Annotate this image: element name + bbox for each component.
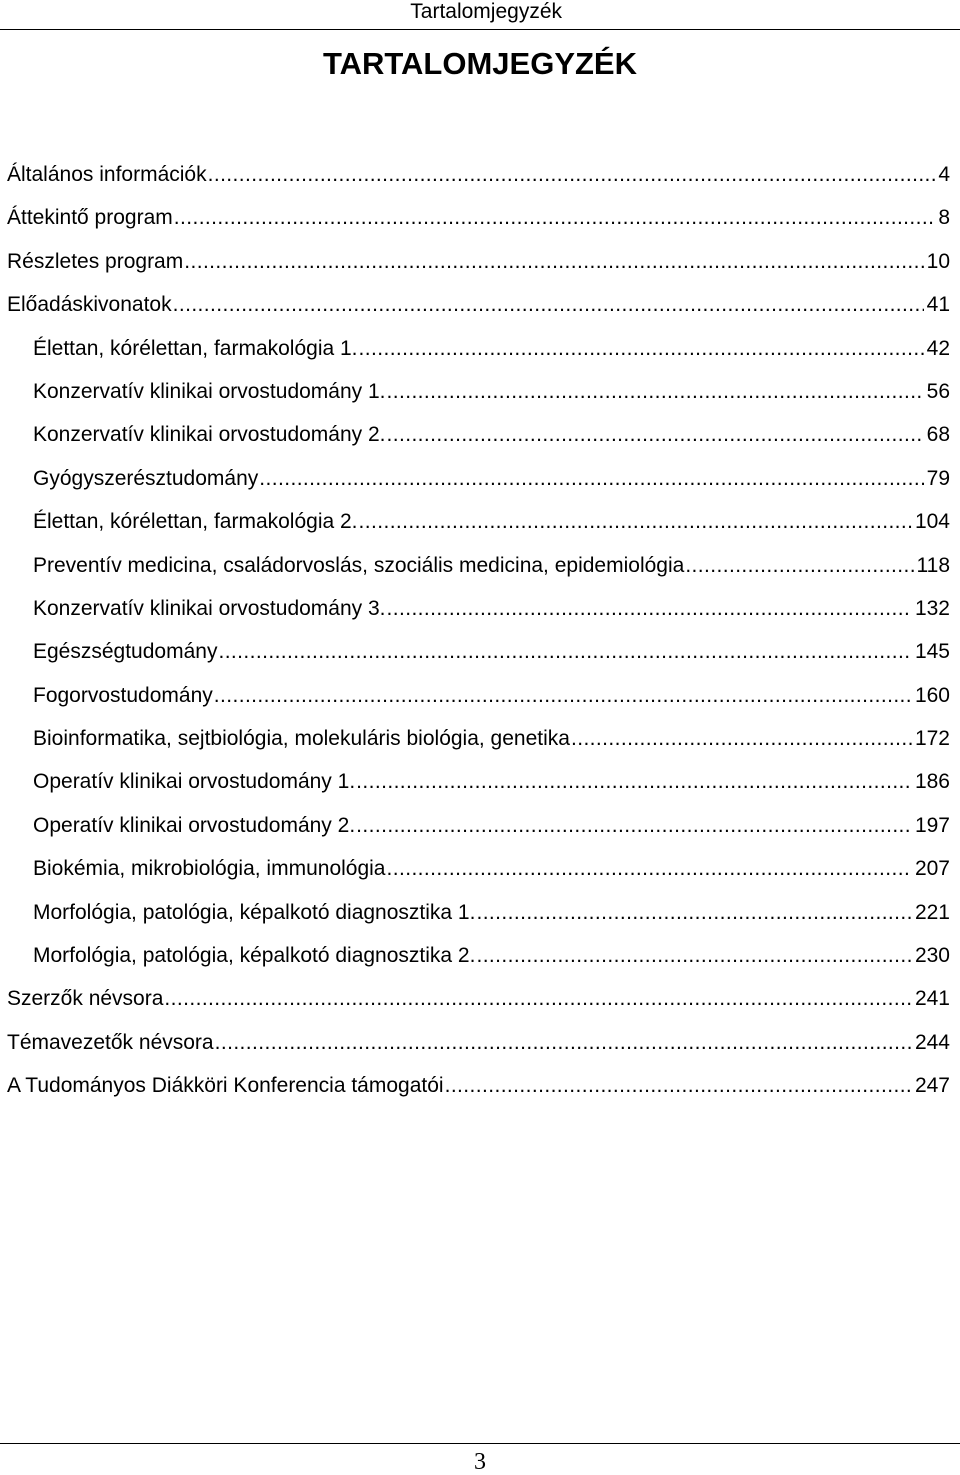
toc-entry[interactable] xyxy=(0,1025,960,1068)
toc-entry[interactable] xyxy=(0,981,960,1024)
toc-dot-leader xyxy=(184,244,923,280)
toc-entry[interactable] xyxy=(0,678,960,721)
toc-entry-page: 79 xyxy=(926,466,950,490)
toc-entry-page: 197 xyxy=(914,813,950,837)
toc-entry-page: 104 xyxy=(914,510,950,534)
toc-entry[interactable] xyxy=(0,938,960,981)
toc-dot-leader xyxy=(259,461,923,497)
toc-dot-leader xyxy=(208,157,936,193)
toc-dot-leader xyxy=(356,764,912,800)
toc-entry-page: 244 xyxy=(914,1030,950,1054)
toc-dot-leader xyxy=(387,374,924,410)
toc-entry-title: Általános információk xyxy=(7,163,207,186)
toc-entry[interactable] xyxy=(0,721,960,764)
toc-dot-leader xyxy=(387,591,912,627)
toc-entry[interactable] xyxy=(0,851,960,894)
toc-entry-page: 132 xyxy=(914,596,950,620)
toc-entry-title: Élettan, kórélettan, farmakológia 2. xyxy=(33,510,358,534)
toc-dot-leader xyxy=(174,200,936,236)
page-number: 3 xyxy=(474,1449,486,1475)
toc-entry[interactable] xyxy=(0,157,960,200)
toc-dot-leader xyxy=(356,808,912,844)
toc-entry-title: Morfológia, patológia, képalkotó diagnosztika 1. xyxy=(33,900,476,924)
toc-dot-leader xyxy=(571,721,912,757)
page-title: TARTALOMJEGYZÉK xyxy=(322,46,637,81)
toc-entry-page: 56 xyxy=(926,379,950,403)
toc-entry-title: A Tudományos Diákköri Konferencia támogatói xyxy=(7,1074,444,1098)
toc-entry[interactable] xyxy=(0,200,960,243)
toc-entry-title: Operatív klinikai orvostudomány 1. xyxy=(33,770,356,794)
toc-entry-page: 41 xyxy=(926,293,950,317)
toc-entry-title: Konzervatív klinikai orvostudomány 1. xyxy=(33,379,386,403)
toc-entry-page: 241 xyxy=(914,987,950,1011)
toc-entry[interactable] xyxy=(0,287,960,330)
toc-entry-page: 42 xyxy=(926,336,950,360)
toc-entry-page: 160 xyxy=(914,683,950,707)
toc-dot-leader xyxy=(445,1068,912,1104)
toc-entry-page: 4 xyxy=(938,163,950,186)
toc-entry-page: 186 xyxy=(914,770,950,794)
toc-dot-leader xyxy=(387,417,924,453)
toc-dot-leader xyxy=(164,981,912,1017)
toc-entry[interactable] xyxy=(0,591,960,634)
toc-dot-leader xyxy=(359,504,912,540)
toc-entry[interactable] xyxy=(0,374,960,417)
toc-entry-title: Élettan, kórélettan, farmakológia 1. xyxy=(33,336,358,360)
toc-entry-page: 118 xyxy=(916,553,950,577)
toc-entry-title: Konzervatív klinikai orvostudomány 3. xyxy=(33,596,386,620)
toc-dot-leader xyxy=(218,634,912,670)
toc-entry-title: Fogorvostudomány xyxy=(33,683,213,707)
toc-entry-title: Gyógyszerésztudomány xyxy=(33,466,259,490)
toc-entry-title: Bioinformatika, sejtbiológia, molekuláris biológia, genetika xyxy=(33,727,570,751)
toc-entry-page: 8 xyxy=(938,206,950,230)
toc-entry-page: 10 xyxy=(926,249,950,273)
toc-entry-page: 230 xyxy=(914,944,950,968)
toc-entry-title: Előadáskivonatok xyxy=(7,293,172,317)
toc-entry-page: 172 xyxy=(914,727,950,751)
toc-entry-title: Részletes program xyxy=(7,249,184,273)
header-divider xyxy=(0,29,960,30)
toc-entry[interactable] xyxy=(0,548,960,591)
toc-entry-title: Operatív klinikai orvostudomány 2. xyxy=(33,813,356,837)
toc-entry-page: 207 xyxy=(914,857,950,881)
toc-entry[interactable] xyxy=(0,764,960,807)
toc-entry[interactable] xyxy=(0,461,960,504)
toc-dot-leader xyxy=(476,895,912,931)
toc-entry-title: Szerzők névsora xyxy=(7,987,164,1011)
toc-entry-page: 247 xyxy=(914,1074,950,1098)
toc-entry-title: Biokémia, mikrobiológia, immunológia xyxy=(33,857,386,881)
toc-entry-page: 221 xyxy=(914,900,950,924)
toc-entry[interactable] xyxy=(0,634,960,677)
toc-entry-title: Morfológia, patológia, képalkotó diagnosztika 2. xyxy=(33,944,476,968)
toc-entry[interactable] xyxy=(0,1068,960,1111)
toc-entry[interactable] xyxy=(0,331,960,374)
toc-entry-title: Konzervatív klinikai orvostudomány 2. xyxy=(33,423,386,447)
toc-entry[interactable] xyxy=(0,808,960,851)
toc-dot-leader xyxy=(173,287,924,323)
toc-entry[interactable] xyxy=(0,417,960,460)
toc-dot-leader xyxy=(215,1025,912,1061)
toc-entry[interactable] xyxy=(0,244,960,287)
footer-divider xyxy=(0,1443,960,1444)
toc-entry[interactable] xyxy=(0,504,960,547)
toc-dot-leader xyxy=(387,851,912,887)
toc-entry-title: Áttekintő program xyxy=(7,206,173,230)
toc-entry-page: 145 xyxy=(914,640,950,664)
toc-dot-leader xyxy=(359,331,924,367)
toc-entry-page: 68 xyxy=(926,423,950,447)
toc-dot-leader xyxy=(685,548,913,584)
table-of-contents xyxy=(0,157,960,1112)
running-header: Tartalomjegyzék xyxy=(410,0,562,23)
toc-dot-leader xyxy=(214,678,912,714)
toc-entry-title: Témavezetők névsora xyxy=(7,1030,214,1054)
toc-entry-title: Preventív medicina, családorvoslás, szociális medicina, epidemiológia xyxy=(33,553,685,577)
toc-entry[interactable] xyxy=(0,895,960,938)
toc-entry-title: Egészségtudomány xyxy=(33,640,218,664)
toc-dot-leader xyxy=(476,938,912,974)
